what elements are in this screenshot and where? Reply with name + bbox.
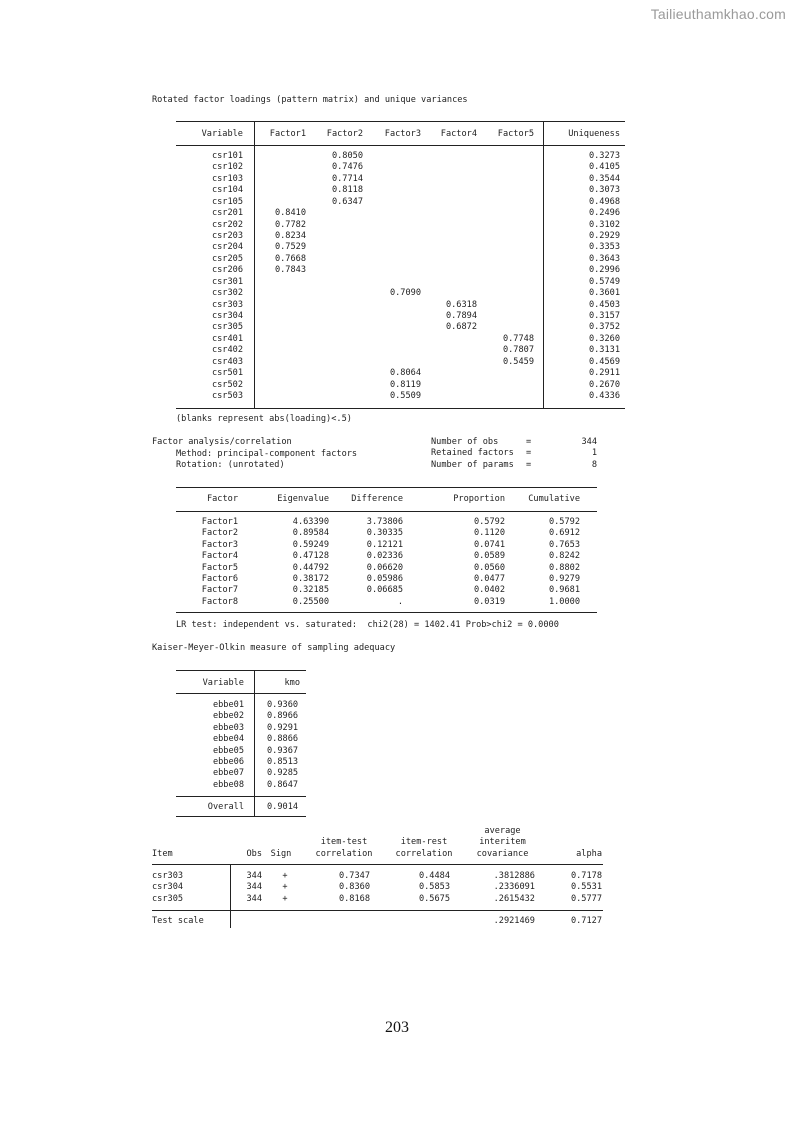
kmo-overall-label: Overall [207, 802, 244, 812]
alpha-header: covariance [476, 849, 529, 859]
fa-row-value: 0.5792 [548, 517, 580, 527]
row-variable: csr401 [211, 333, 243, 344]
row-variable: csr104 [211, 185, 243, 196]
row-value: 0.5749 [588, 276, 620, 287]
rotated-header-0: Variable [201, 129, 243, 139]
alpha-row-item: csr304 [152, 882, 184, 893]
fa-row-value: 0.1120 [473, 528, 505, 539]
fa-method: Method: principal-component factors [176, 449, 358, 459]
fa-row-value: 0.9279 [548, 574, 580, 584]
alpha-row-value: .2615432 [493, 893, 535, 904]
kmo-row-value: 0.8966 [267, 711, 299, 722]
alpha-row-item: csr303 [152, 871, 184, 881]
alpha-row-value: + [282, 882, 288, 893]
alpha-row-value: 344 [246, 882, 262, 893]
alpha-row-value: .2336091 [493, 882, 535, 893]
fa-header-0: Factor [206, 494, 238, 504]
row-value: 0.3752 [588, 322, 620, 333]
alpha-header: Item [152, 849, 173, 859]
kmo-row-variable: ebbe02 [212, 711, 244, 722]
row-variable: csr301 [211, 276, 243, 287]
rule-header [176, 145, 625, 146]
fa-header-1: Eigenvalue [277, 494, 329, 504]
row-value: 0.3273 [588, 151, 620, 161]
fa-row-value: 0.7653 [548, 539, 580, 550]
row-value: 0.2911 [588, 368, 620, 379]
fa-header-2: Difference [351, 494, 403, 504]
row-value: 0.3102 [588, 219, 620, 230]
kmo-row-variable: ebbe07 [212, 768, 244, 779]
row-variable: csr303 [211, 299, 243, 310]
rule-top [176, 121, 625, 122]
fa-row-value: 0.0741 [473, 539, 505, 550]
alpha-row-value: + [282, 893, 288, 904]
fa-stat-eq: = [526, 437, 532, 447]
fa-row-value: 0.05986 [366, 574, 403, 584]
alpha-header: Obs [246, 849, 262, 859]
row-value: 0.3157 [588, 311, 620, 322]
fa-row-value: 0.30335 [366, 528, 403, 539]
alpha-row-value: 0.5777 [570, 893, 602, 904]
row-variable: csr101 [211, 151, 243, 161]
fa-row-factor: Factor4 [201, 551, 238, 562]
fa-row-value: 0.02336 [366, 551, 403, 562]
rotated-header-6: Uniqueness [568, 129, 620, 139]
fa-row-value: 0.38172 [292, 574, 329, 584]
row-value: 0.3643 [588, 253, 620, 264]
alpha-header: interitem [479, 837, 526, 847]
fa-row-value: 0.06620 [366, 562, 403, 573]
row-value: 0.5509 [389, 391, 421, 402]
row-variable: csr304 [211, 311, 243, 322]
alpha-header: correlation [315, 849, 373, 859]
lr-test: LR test: independent vs. saturated: chi2(28) = 1402.41 Prob>chi2 = 0.0000 [176, 620, 559, 630]
row-value: 0.8410 [274, 208, 306, 219]
rule-header [176, 693, 306, 694]
row-value: 0.2496 [588, 208, 620, 219]
kmo-row-variable: ebbe08 [212, 779, 244, 790]
row-value: 0.8118 [331, 185, 363, 196]
kmo-row-variable: ebbe04 [212, 734, 244, 745]
row-variable: csr302 [211, 288, 243, 299]
fa-row-value: 0.47128 [292, 551, 329, 562]
kmo-header-kmo: kmo [284, 678, 300, 688]
row-variable: csr403 [211, 356, 243, 367]
fa-row-factor: Factor1 [201, 517, 238, 527]
row-value: 0.7090 [389, 288, 421, 299]
kmo-row-value: 0.9360 [267, 700, 299, 710]
kmo-overall-value: 0.9014 [267, 802, 299, 812]
alpha-header: item-rest [400, 837, 448, 847]
page-number: 203 [385, 1019, 409, 1036]
row-value: 0.7529 [274, 242, 306, 253]
fa-row-factor: Factor8 [201, 596, 238, 607]
alpha-row-value: 0.5675 [418, 893, 450, 904]
fa-row-value: 0.32185 [292, 585, 329, 596]
fa-row-value: 0.0560 [473, 562, 505, 573]
rule-header [176, 511, 597, 512]
fa-row-factor: Factor6 [201, 574, 238, 584]
kmo-header-variable: Variable [202, 678, 244, 688]
row-value: 0.7476 [331, 162, 363, 173]
fa-row-value: 0.0402 [473, 585, 505, 596]
alpha-row-value: 344 [246, 871, 262, 881]
rule-bottom [176, 816, 306, 817]
alpha-header: average [484, 826, 521, 836]
fa-row-value: 0.59249 [292, 539, 329, 550]
row-value: 0.3601 [588, 288, 620, 299]
fa-row-value: 0.8802 [548, 562, 580, 573]
row-value: 0.3131 [588, 345, 620, 356]
rule-top [176, 670, 306, 671]
alpha-row-value: 0.5853 [418, 882, 450, 893]
row-variable: csr502 [211, 379, 243, 390]
row-variable: csr203 [211, 231, 243, 241]
alpha-header: alpha [576, 849, 602, 859]
fa-row-value: 0.8242 [548, 551, 580, 562]
row-value: 0.6872 [445, 322, 477, 333]
row-value: 0.4968 [588, 196, 620, 207]
row-value: 0.7843 [274, 265, 306, 276]
fa-row-value: 0.0319 [473, 596, 505, 607]
row-value: 0.3353 [588, 242, 620, 253]
alpha-row-value: 0.8168 [338, 893, 370, 904]
kmo-row-value: 0.8647 [267, 779, 299, 790]
rule-header [152, 864, 603, 865]
rotated-title: Rotated factor loadings (pattern matrix) and unique variances [152, 95, 468, 105]
fa-row-value: 0.25500 [292, 596, 329, 607]
alpha-row-value: 0.5531 [570, 882, 602, 893]
fa-row-value: 0.44792 [292, 562, 329, 573]
fa-header-3: Proportion [453, 494, 505, 504]
row-value: 0.4105 [588, 162, 620, 173]
alpha-scale-cov: .2921469 [493, 916, 535, 926]
rule-bottom [176, 612, 597, 613]
fa-stat-eq: = [526, 448, 532, 459]
fa-row-value: 0.12121 [366, 539, 403, 550]
row-variable: csr305 [211, 322, 243, 333]
row-value: 0.4569 [588, 356, 620, 367]
watermark: Tailieuthamkhao.com [650, 6, 786, 22]
fa-row-value: 3.73806 [366, 517, 403, 527]
fa-row-factor: Factor5 [201, 562, 238, 573]
fa-stat-value: 344 [581, 437, 597, 447]
fa-title: Factor analysis/correlation [152, 437, 292, 447]
alpha-row-value: .3812886 [493, 871, 535, 881]
row-value: 0.6318 [445, 299, 477, 310]
alpha-scale-alpha: 0.7127 [570, 916, 602, 926]
alpha-header: item-test [320, 837, 368, 847]
row-value: 0.2996 [588, 265, 620, 276]
row-variable: csr206 [211, 265, 243, 276]
kmo-title: Kaiser-Meyer-Olkin measure of sampling adequacy [152, 643, 396, 653]
fa-row-factor: Factor3 [201, 539, 238, 550]
rotated-header-3: Factor3 [384, 129, 421, 139]
alpha-header: Sign [270, 849, 292, 859]
fa-row-value: 0.0477 [473, 574, 505, 584]
row-value: 0.7714 [331, 173, 363, 184]
kmo-row-value: 0.9367 [267, 745, 299, 756]
fa-stat-label: Retained factors [431, 448, 514, 459]
fa-rotation: Rotation: (unrotated) [176, 460, 285, 470]
row-value: 0.8119 [389, 379, 421, 390]
fa-row-factor: Factor7 [201, 585, 238, 596]
row-variable: csr103 [211, 173, 243, 184]
row-value: 0.8064 [389, 368, 421, 379]
rule-bottom [176, 408, 625, 409]
row-value: 0.3260 [588, 333, 620, 344]
kmo-row-value: 0.8866 [267, 734, 299, 745]
alpha-header: correlation [395, 849, 453, 859]
rotated-header-1: Factor1 [269, 129, 306, 139]
row-value: 0.7807 [502, 345, 534, 356]
kmo-row-variable: ebbe05 [212, 745, 244, 756]
col-sep-uniqueness [543, 121, 544, 408]
row-value: 0.5459 [502, 356, 534, 367]
fa-row-value: . [397, 596, 403, 607]
alpha-scale-label: Test scale [152, 916, 204, 926]
row-variable: csr501 [211, 368, 243, 379]
row-variable: csr204 [211, 242, 243, 253]
fa-stat-label: Number of params [431, 459, 514, 470]
row-variable: csr503 [211, 391, 243, 402]
col-sep [254, 670, 255, 816]
kmo-row-value: 0.8513 [267, 757, 299, 767]
row-value: 0.7894 [445, 311, 477, 322]
row-value: 0.4336 [588, 391, 620, 402]
fa-stat-value: 1 [591, 448, 597, 459]
col-sep [230, 864, 231, 928]
row-value: 0.6347 [331, 196, 363, 207]
rotated-note: (blanks represent abs(loading)<.5) [176, 414, 352, 424]
fa-stat-value: 8 [591, 459, 597, 470]
row-value: 0.3544 [588, 173, 620, 184]
alpha-row-value: + [282, 871, 288, 881]
alpha-row-value: 0.7178 [570, 871, 602, 881]
fa-row-value: 4.63390 [292, 517, 329, 527]
fa-row-value: 0.5792 [473, 517, 505, 527]
row-variable: csr201 [211, 208, 243, 219]
row-value: 0.8050 [331, 151, 363, 161]
kmo-row-value: 0.9285 [267, 768, 299, 779]
row-variable: csr202 [211, 219, 243, 230]
fa-row-value: 1.0000 [548, 596, 580, 607]
row-value: 0.2929 [588, 231, 620, 241]
alpha-row-value: 0.7347 [338, 871, 370, 881]
alpha-row-item: csr305 [152, 893, 184, 904]
fa-row-factor: Factor2 [201, 528, 238, 539]
fa-row-value: 0.6912 [548, 528, 580, 539]
rule-top [176, 487, 597, 488]
row-value: 0.7668 [274, 253, 306, 264]
row-value: 0.7782 [274, 219, 306, 230]
alpha-row-value: 0.8360 [338, 882, 370, 893]
fa-row-value: 0.0589 [473, 551, 505, 562]
rotated-header-2: Factor2 [326, 129, 363, 139]
kmo-row-value: 0.9291 [267, 722, 299, 733]
alpha-row-value: 344 [246, 893, 262, 904]
row-variable: csr102 [211, 162, 243, 173]
kmo-row-variable: ebbe01 [212, 700, 244, 710]
rule-overall [176, 796, 306, 797]
row-value: 0.2670 [588, 379, 620, 390]
fa-row-value: 0.9681 [548, 585, 580, 596]
alpha-row-value: 0.4484 [418, 871, 450, 881]
fa-header-4: Cumulative [528, 494, 580, 504]
row-value: 0.8234 [274, 231, 306, 241]
row-value: 0.4503 [588, 299, 620, 310]
rotated-header-5: Factor5 [497, 129, 534, 139]
fa-row-value: 0.89584 [292, 528, 329, 539]
row-value: 0.3073 [588, 185, 620, 196]
fa-row-value: 0.06685 [366, 585, 403, 596]
fa-stat-label: Number of obs [431, 437, 499, 447]
row-variable: csr402 [211, 345, 243, 356]
rule-scale [152, 910, 603, 911]
kmo-row-variable: ebbe03 [212, 722, 244, 733]
rotated-header-4: Factor4 [440, 129, 477, 139]
row-value: 0.7748 [502, 333, 534, 344]
row-variable: csr105 [211, 196, 243, 207]
row-variable: csr205 [211, 253, 243, 264]
kmo-row-variable: ebbe06 [212, 757, 244, 767]
fa-stat-eq: = [526, 459, 532, 470]
